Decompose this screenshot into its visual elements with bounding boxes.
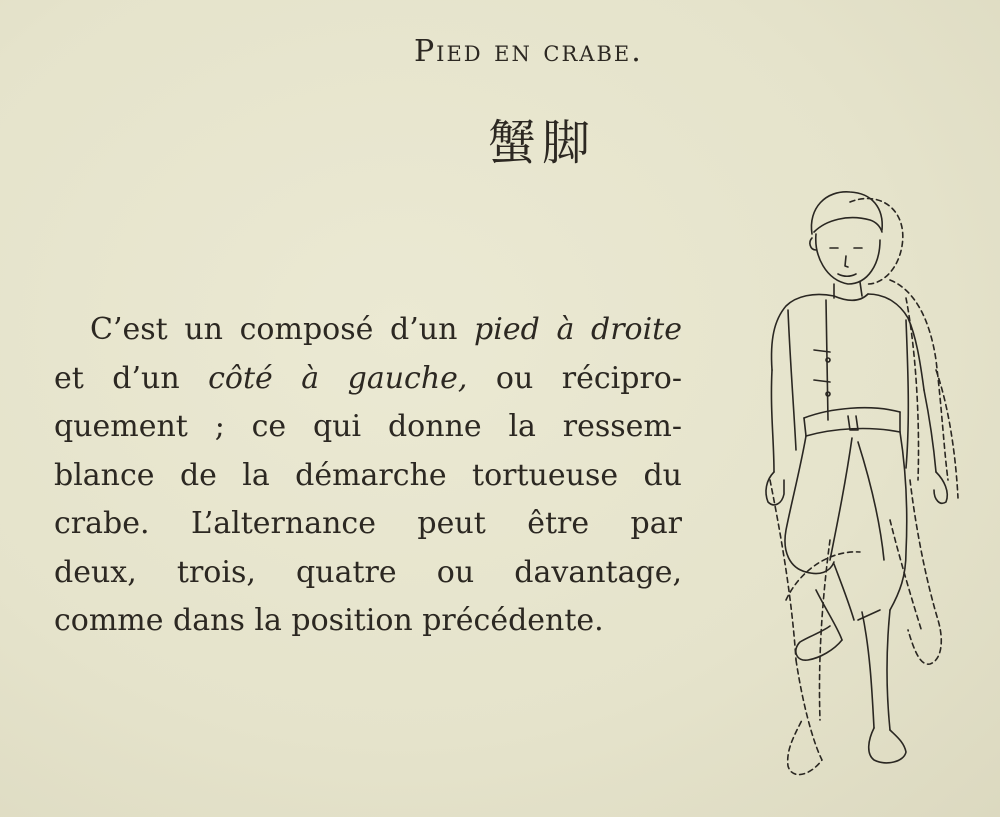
paragraph-line: deux, trois, quatre ou davantage, bbox=[54, 554, 682, 590]
paragraph-line: comme dans la position précédente. bbox=[54, 603, 604, 638]
paragraph-line: quement ; ce qui donne la ressem- bbox=[54, 409, 682, 444]
illustration bbox=[730, 180, 990, 790]
paragraph-line bbox=[54, 306, 682, 355]
paragraph-line bbox=[54, 355, 682, 404]
ghost-outline bbox=[770, 199, 958, 775]
text-run: ou récipro- bbox=[467, 360, 682, 396]
body-paragraph bbox=[54, 306, 682, 646]
legs bbox=[785, 432, 907, 763]
page-subtitle-chinese: 蟹脚 bbox=[488, 115, 597, 171]
page-title: Pied en crabe. bbox=[414, 34, 643, 69]
paragraph-line: crabe. L’alternance peut être par bbox=[54, 506, 682, 541]
head bbox=[810, 192, 882, 298]
paragraph-line: blance de la démarche tortueuse du bbox=[54, 457, 682, 493]
italic-run: pied à droite bbox=[474, 312, 682, 347]
jacket bbox=[771, 294, 936, 472]
italic-run: côté à gauche, bbox=[208, 360, 468, 396]
text-run: et d’un bbox=[54, 360, 209, 396]
text-run: C’est un composé d’un bbox=[90, 312, 475, 347]
boy-figure-drawing bbox=[730, 180, 990, 790]
